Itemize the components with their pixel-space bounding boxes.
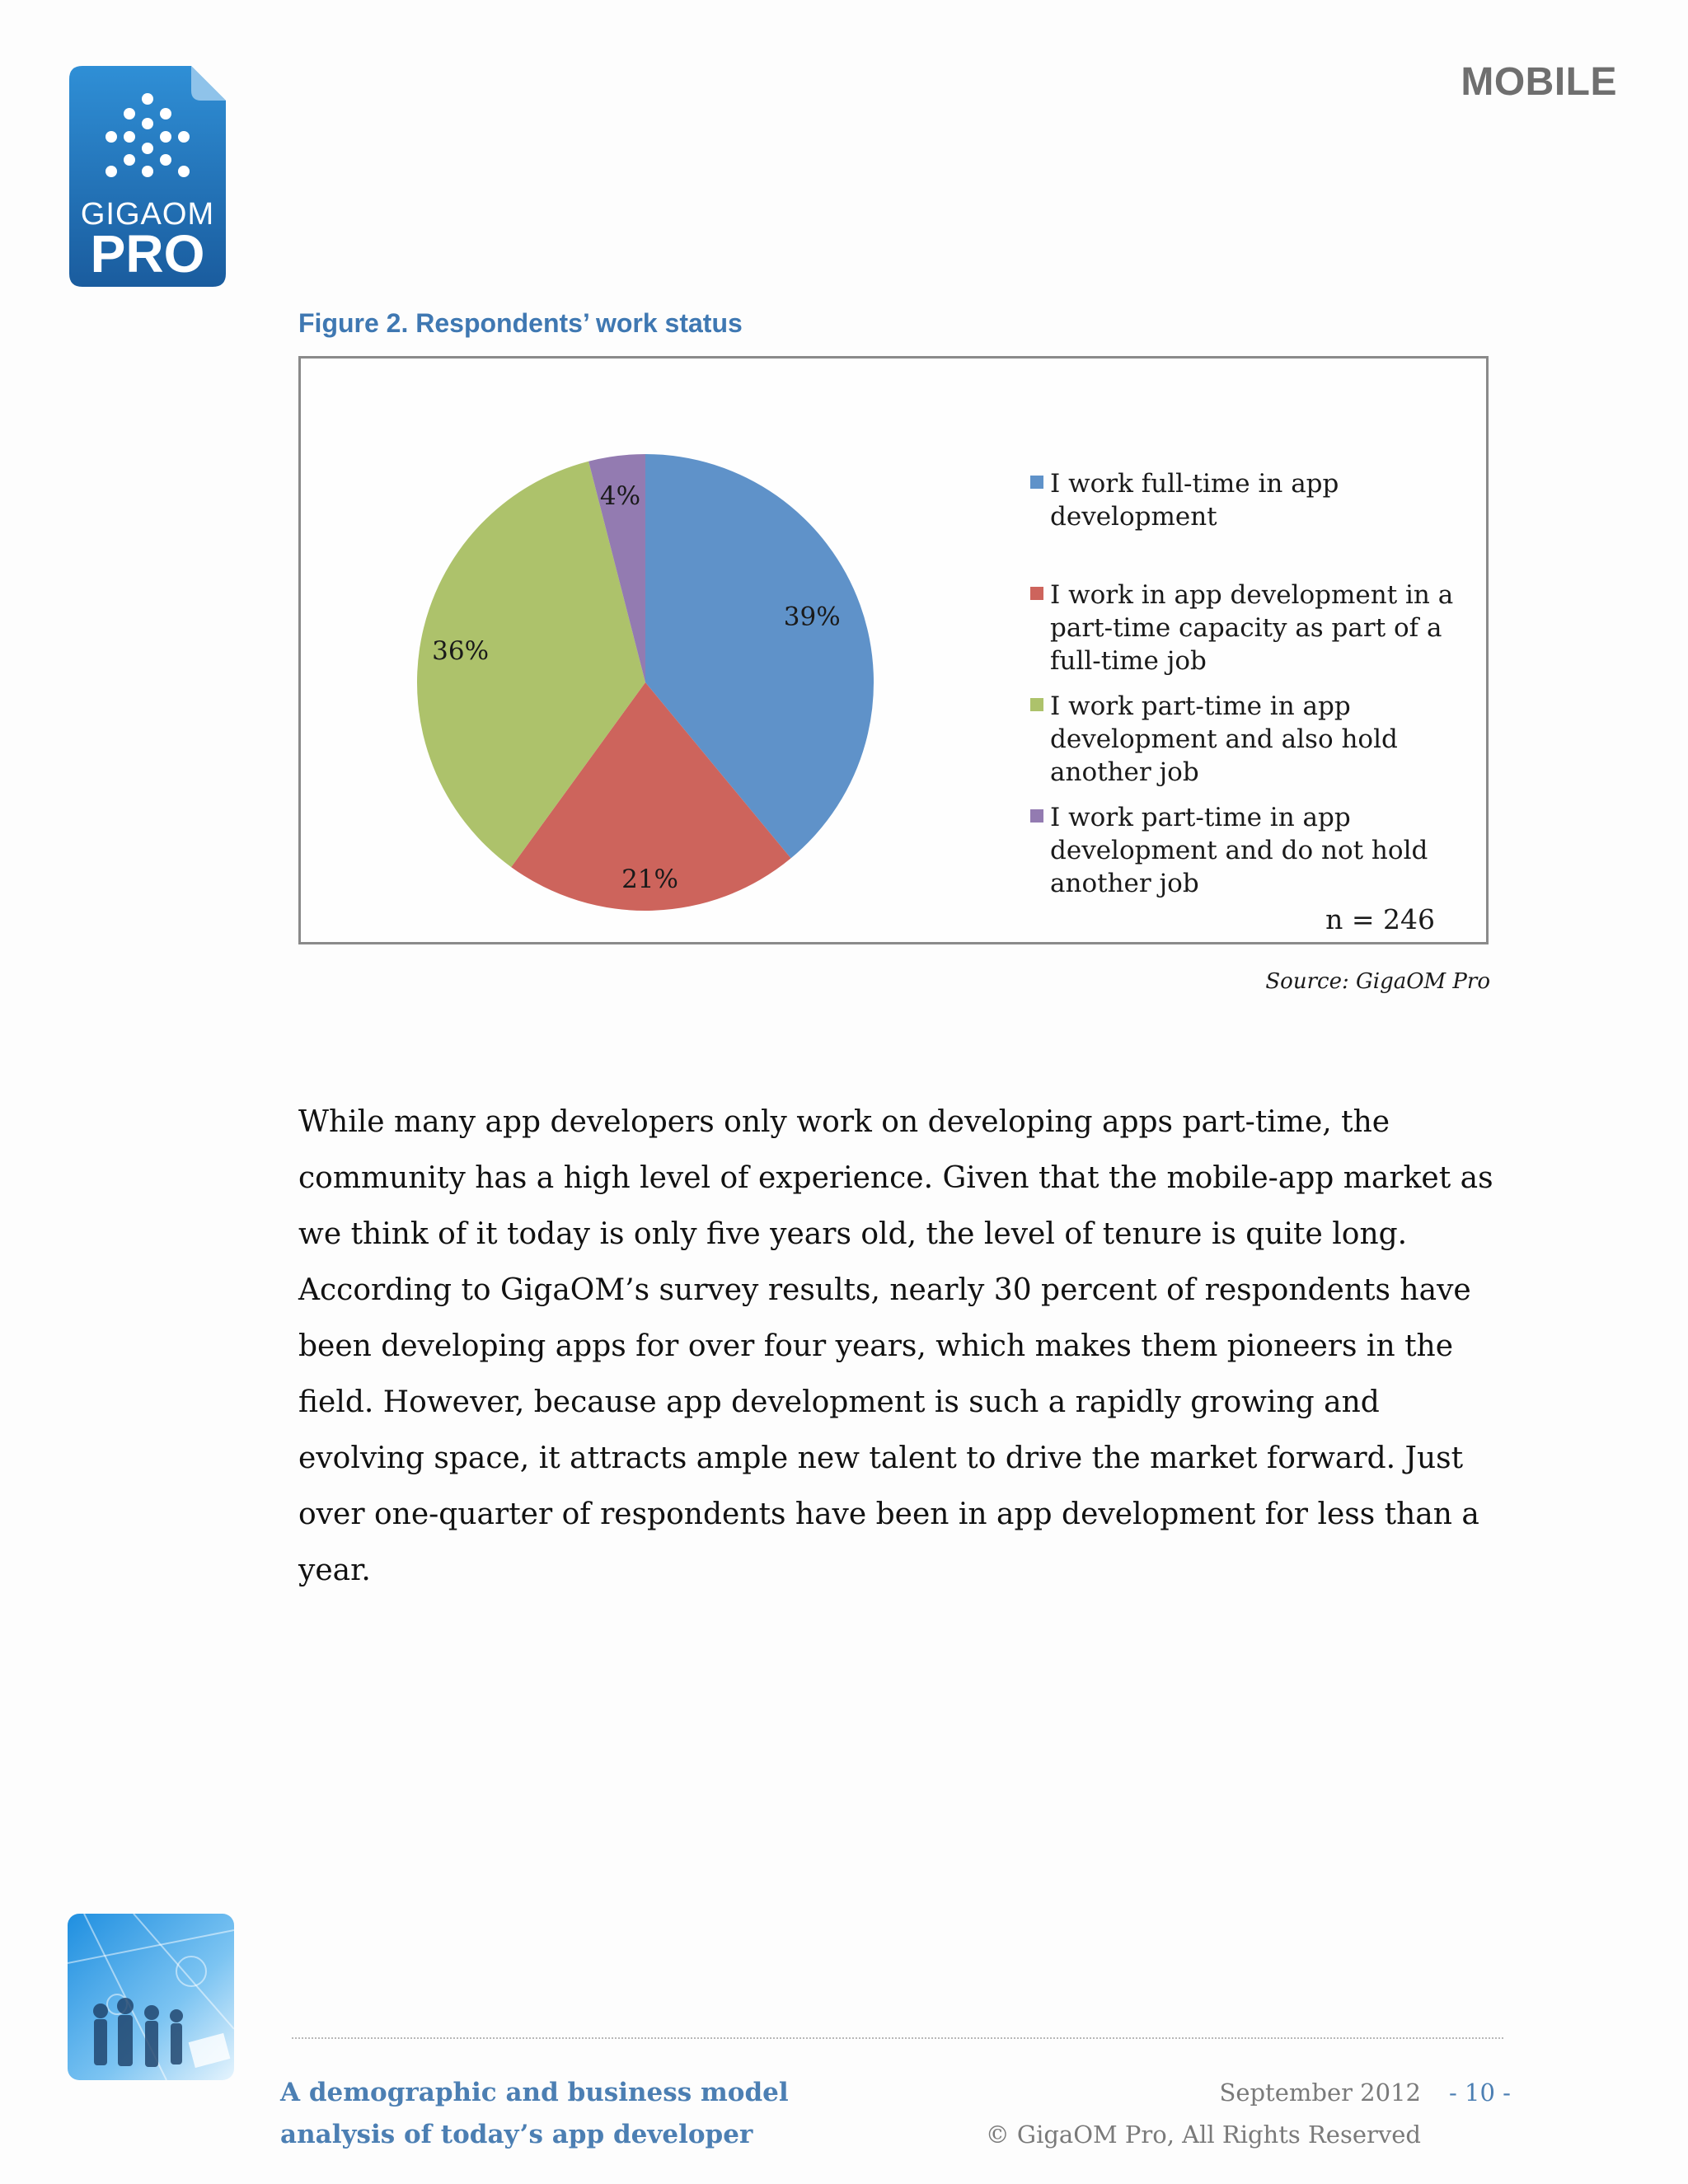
- legend-swatch: [1030, 476, 1043, 489]
- logo-text-top: GIGAOM: [80, 197, 215, 232]
- legend-label: I work part-time in app development and do not hold another job: [1050, 803, 1428, 898]
- legend-label: I work in app development in a part-time capacity as part of a full-time job: [1050, 580, 1454, 676]
- slice-data-label: 39%: [783, 602, 841, 632]
- footer-divider: [292, 2037, 1503, 2039]
- slice-data-label: 21%: [621, 865, 678, 895]
- sample-size-label: n = 246: [1325, 903, 1435, 935]
- footer-date: September 2012: [1219, 2079, 1421, 2107]
- logo-text-bottom: PRO: [90, 224, 205, 284]
- legend-label: I work part-time in app development and also hold another job: [1050, 691, 1398, 787]
- legend-swatch: [1030, 809, 1043, 823]
- legend-item: [1030, 801, 1475, 900]
- figure-title: Figure 2. Respondents’ work status: [298, 308, 743, 338]
- page-number: - 10 -: [1449, 2079, 1511, 2107]
- figure-source: Source: GigaOM Pro: [1265, 969, 1490, 994]
- footer-report-title: [280, 2072, 789, 2156]
- legend-label: I work full-time in app development: [1050, 469, 1339, 532]
- footer-title-line1: A demographic and business model: [280, 2078, 789, 2107]
- legend-swatch: [1030, 587, 1043, 600]
- legend-item: [1030, 690, 1475, 789]
- footer-meta: [986, 2072, 1421, 2156]
- slice-data-label: 4%: [599, 480, 641, 511]
- footer-copyright: © GigaOM Pro, All Rights Reserved: [985, 2121, 1421, 2149]
- section-tag: MOBILE: [1461, 60, 1617, 104]
- chart-frame: [298, 356, 1489, 944]
- footer-title-line2: analysis of today’s app developer: [280, 2120, 753, 2149]
- legend-item: [1030, 579, 1475, 677]
- slice-data-label: 36%: [432, 636, 490, 667]
- body-paragraph: While many app developers only work on developing apps part-time, the community has a high level of experience. Given that the mobile-app market as we think of it today is only five years old, the level of tenure is quite long. According to GigaOM’s survey results, nearly 30 percent of respondents have been developing apps for over four years, which makes them pioneers in the field. However, because app development is such a rapidly growing and evolving space, it attracts ample new talent to drive the market forward. Just over one-quarter of respondents have been in app development for less than a year.: [298, 1105, 1493, 1587]
- legend-swatch: [1030, 698, 1043, 711]
- legend-item: [1030, 467, 1475, 533]
- gigaom-pro-logo: [69, 66, 226, 287]
- footer-photo: [68, 1914, 234, 2080]
